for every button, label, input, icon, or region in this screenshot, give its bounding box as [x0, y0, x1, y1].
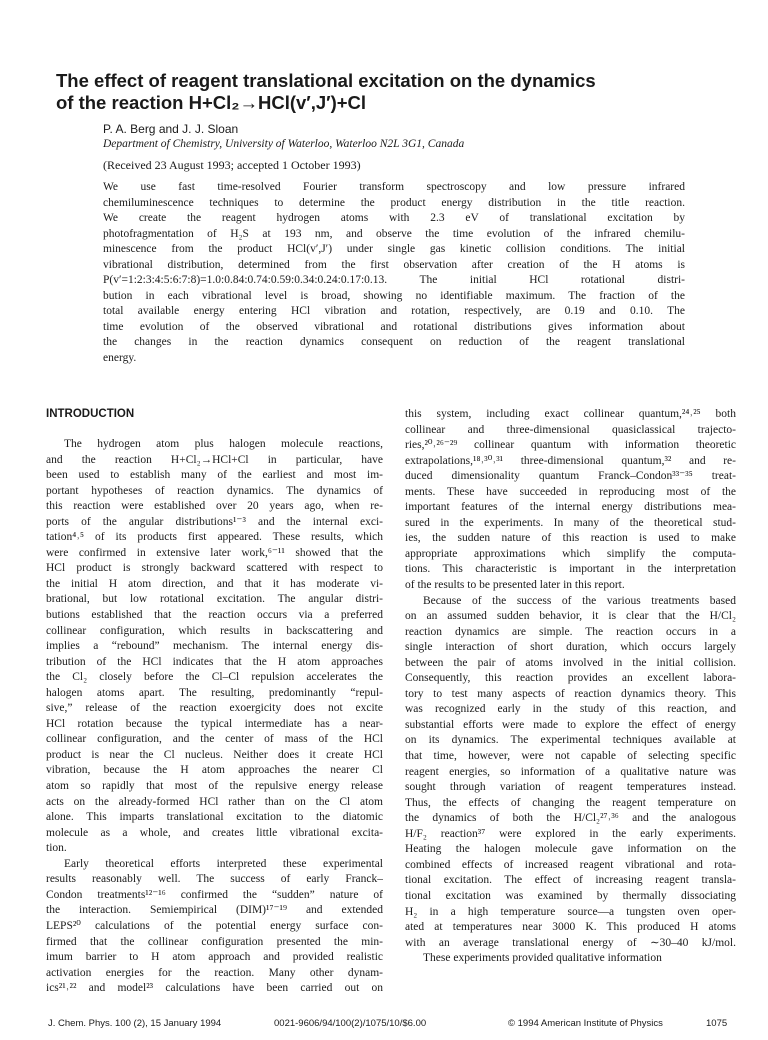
- text-line: reaction dynamics are simple. The reaction occurs in a: [405, 625, 736, 638]
- affiliation: Department of Chemistry, University of Waterloo, Waterloo N2L 3G1, Canada: [103, 138, 465, 150]
- text-line: the dynamics of both the H/Cl₂²⁷˒³⁶ and the analogous: [405, 812, 736, 825]
- text-line: tional excitation. The effect of increasing reagent transla-: [405, 874, 736, 887]
- text-line: We use fast time-resolved Fourier transform spectroscopy and low pressure infrared: [103, 181, 685, 193]
- text-line: H₂ in a high temperature source—a tungsten oven oper-: [405, 905, 736, 918]
- authors: P. A. Berg and J. J. Sloan: [103, 122, 239, 136]
- text-line: collinear configuration, which results in backscattering and: [46, 624, 383, 637]
- text-line: Heating the halogen molecule gave information on the: [405, 843, 736, 856]
- article-title: [56, 70, 696, 114]
- title-line: The effect of reagent translational excitation on the dynamics: [56, 70, 596, 91]
- text-line: and the reaction H+Cl₂→HCl+Cl in particular, have: [46, 453, 383, 466]
- text-line: imum barrier to H atom approach and provided realistic: [46, 951, 383, 964]
- text-line: ports of the angular distributions¹⁻³ and the internal exci-: [46, 515, 383, 528]
- text-line: atom so rapidly that most of the repulsive energy release: [46, 780, 383, 793]
- text-line: Thus, the effects of changing the reagent temperature on: [405, 796, 736, 809]
- text-line: portant hypotheses of reaction dynamics. The dynamics of: [46, 484, 383, 497]
- text-line: HCl rotation because the typical intermediate has a near-: [46, 717, 383, 730]
- text-line: collinear and three-dimensional quasiclassical trajecto-: [405, 423, 736, 436]
- text-line: tory to test many aspects of reaction dynamics theory. This: [405, 687, 736, 700]
- text-line: activation energies for the reaction. Many other dynam-: [46, 966, 383, 979]
- text-line: of the results to be presented later in this report.: [405, 579, 625, 592]
- text-line: time evolution of the observed vibrational and rotational distributions gives information about: [103, 320, 685, 333]
- text-line: duced dimensionality quantum Franck–Condon³³⁻³⁵ treat-: [405, 470, 736, 483]
- text-line: Early theoretical efforts interpreted these experimental: [64, 857, 383, 870]
- text-line: that time, however, were not capable of selecting specific: [405, 750, 736, 763]
- text-line: implies a “rebound” mechanism. The internal energy dis-: [46, 640, 383, 653]
- text-line: ated at temperatures near 3000 K. This produced H atoms: [405, 921, 736, 934]
- text-line: tion.: [46, 842, 67, 855]
- text-line: was recognized early in the study of this reaction, and: [405, 703, 736, 716]
- text-line: sured in the experiments. In many of the theoretical stud-: [405, 516, 736, 529]
- text-line: The hydrogen atom plus halogen molecule reactions,: [64, 438, 383, 450]
- text-line: acts on the already-formed HCl rather than on the Cl atom: [46, 795, 383, 808]
- text-line: Because of the success of the various treatments based: [423, 594, 736, 607]
- text-line: Condon treatments¹²⁻¹⁶ confirmed the “sudden” nature of: [46, 888, 383, 901]
- text-line: Consequently, this reaction provides an excellent labora-: [405, 672, 736, 685]
- text-line: with an average translational energy of ∼30–40 kJ/mol.: [405, 936, 736, 949]
- text-line: combined effects of increased reagent vibrational and rota-: [405, 858, 736, 871]
- text-line: alone. This imparts translational excitation to the diatomic: [46, 811, 383, 824]
- text-line: been used to establish many of the earliest and most im-: [46, 469, 383, 482]
- left-column: [46, 437, 383, 997]
- text-line: butions established that the reaction occurs via a preferred: [46, 609, 383, 622]
- text-line: product is near the Cl nucleus. Neither does it create HCl: [46, 748, 383, 761]
- text-line: substantial efforts were made to explore the effect of energy: [405, 718, 736, 731]
- text-line: the changes in the reaction dynamics consequent on reduction of the reagent translational: [103, 336, 685, 348]
- text-line: We create the reagent hydrogen atoms with 2.3 eV of translational excitation by: [103, 212, 685, 224]
- text-line: total available energy entering HCl vibration and rotation, respectively, are 0.19 and 0.10. The: [103, 305, 685, 317]
- text-line: tation⁴˒⁵ of its products first appeared. These results, which: [46, 531, 383, 544]
- text-line: sought through variation of reagent temperatures instead.: [405, 781, 736, 794]
- text-line: brational, but low rotational excitation. The angular distri-: [46, 593, 383, 606]
- text-line: were confirmed in extensive later work,⁶⁻¹¹ showed that the: [46, 546, 383, 559]
- text-line: tribution of the HCl indicates that the H atom approaches: [46, 655, 383, 668]
- text-line: important features of the internal energy distributions mea-: [405, 501, 736, 514]
- text-line: molecule as a whole, and creates little vibrational excita-: [46, 826, 383, 839]
- abstract: [103, 180, 685, 366]
- text-line: on its dynamics. The experimental techniques available at: [405, 734, 736, 747]
- text-line: P(v′=1:2:3:4:5:6:7:8)=1.0:0.84:0.74:0.59:0.34:0.24:0.17:0.13. The initial HCl rotational distri-: [103, 274, 685, 286]
- text-line: ics²¹˒²² and model²³ calculations have been carried out on: [46, 982, 383, 995]
- text-line: LEPS²⁰ calculations of the potential energy surface con-: [46, 919, 383, 932]
- section-heading: INTRODUCTION: [46, 408, 135, 420]
- text-line: vibration, because the H atom approaches the nearer Cl: [46, 764, 383, 777]
- text-line: this reaction were established over 20 years ago, when re-: [46, 500, 383, 513]
- text-line: tional excitation was examined by thermally dissociating: [405, 889, 736, 902]
- right-column: [405, 407, 736, 967]
- text-line: single interaction of short duration, which occurs largely: [405, 641, 736, 654]
- page-number: 1075: [706, 1018, 728, 1029]
- text-line: HCl product is strongly backward scattered with respect to: [46, 562, 383, 575]
- received-date: (Received 23 August 1993; accepted 1 October 1993): [103, 158, 361, 172]
- text-line: H/F₂ reaction³⁷ were explored in the early experiments.: [405, 827, 736, 840]
- title-line: of the reaction H+Cl₂→HCl(v′,J′)+Cl: [56, 92, 367, 113]
- text-line: sive,” release of the reaction exoergicity does not excite: [46, 702, 383, 715]
- text-line: halogen atoms apart. The resulting, predominantly “repul-: [46, 686, 383, 699]
- text-line: firmed that the collinear configuration presented the min-: [46, 935, 383, 948]
- text-line: results reasonably well. The success of early Franck–: [46, 873, 383, 886]
- text-line: the Cl₂ closely before the Cl–Cl repulsion accelerates the: [46, 671, 383, 684]
- copyright-notice: © 1994 American Institute of Physics: [508, 1018, 663, 1029]
- text-line: vibrational distribution, determined from the first observation after creation of the H atoms is: [103, 258, 685, 271]
- text-line: this system, including exact collinear quantum,²⁴˒²⁵ both: [405, 408, 736, 420]
- text-line: These experiments provided qualitative information: [423, 952, 662, 965]
- article-code: 0021-9606/94/100(2)/1075/10/$6.00: [274, 1018, 427, 1029]
- text-line: photofragmentation of H₂S at 193 nm, and observe the time evolution of the infrared chemilu-: [103, 227, 685, 240]
- text-line: extrapolations,¹⁸˒³⁰˒³¹ three-dimensional quantum,³² and re-: [405, 454, 736, 467]
- text-line: appropriate approximations which simplify the computa-: [405, 547, 736, 560]
- text-line: on an assumed sudden behavior, it is clear that the H/Cl₂: [405, 610, 736, 623]
- text-line: collinear configuration, and the center of mass of the HCl: [46, 733, 383, 746]
- text-line: ies, the sudden nature of this reaction is used to make: [405, 532, 736, 545]
- text-line: minescence from the product HCl(v′,J′) under single gas kinetic collision conditions. The initial: [103, 243, 685, 255]
- journal-citation: J. Chem. Phys. 100 (2), 15 January 1994: [48, 1018, 222, 1029]
- text-line: reagent energies, so information of a qualitative nature was: [405, 765, 736, 778]
- text-line: the interaction. Semiempirical (DIM)¹⁷⁻¹⁹ and extended: [46, 904, 383, 917]
- text-line: ries,²⁰˒²⁶⁻²⁹ collinear quantum with information theoretic: [405, 439, 736, 452]
- text-line: between the pair of atoms involved in the initial collision.: [405, 656, 736, 669]
- text-line: the initial H atom direction, and that it has moderate vi-: [46, 577, 383, 590]
- text-line: ments. These have succeeded in reproducing most of the: [405, 485, 736, 498]
- text-line: energy.: [103, 351, 137, 364]
- text-line: tions. This characteristic is important in the interpretation: [405, 563, 736, 576]
- text-line: chemiluminescence techniques to determine the product energy distribution in the title reaction.: [103, 196, 685, 209]
- text-line: bution in each vibrational level is broad, showing no identifiable maximum. The fraction of the: [103, 289, 685, 302]
